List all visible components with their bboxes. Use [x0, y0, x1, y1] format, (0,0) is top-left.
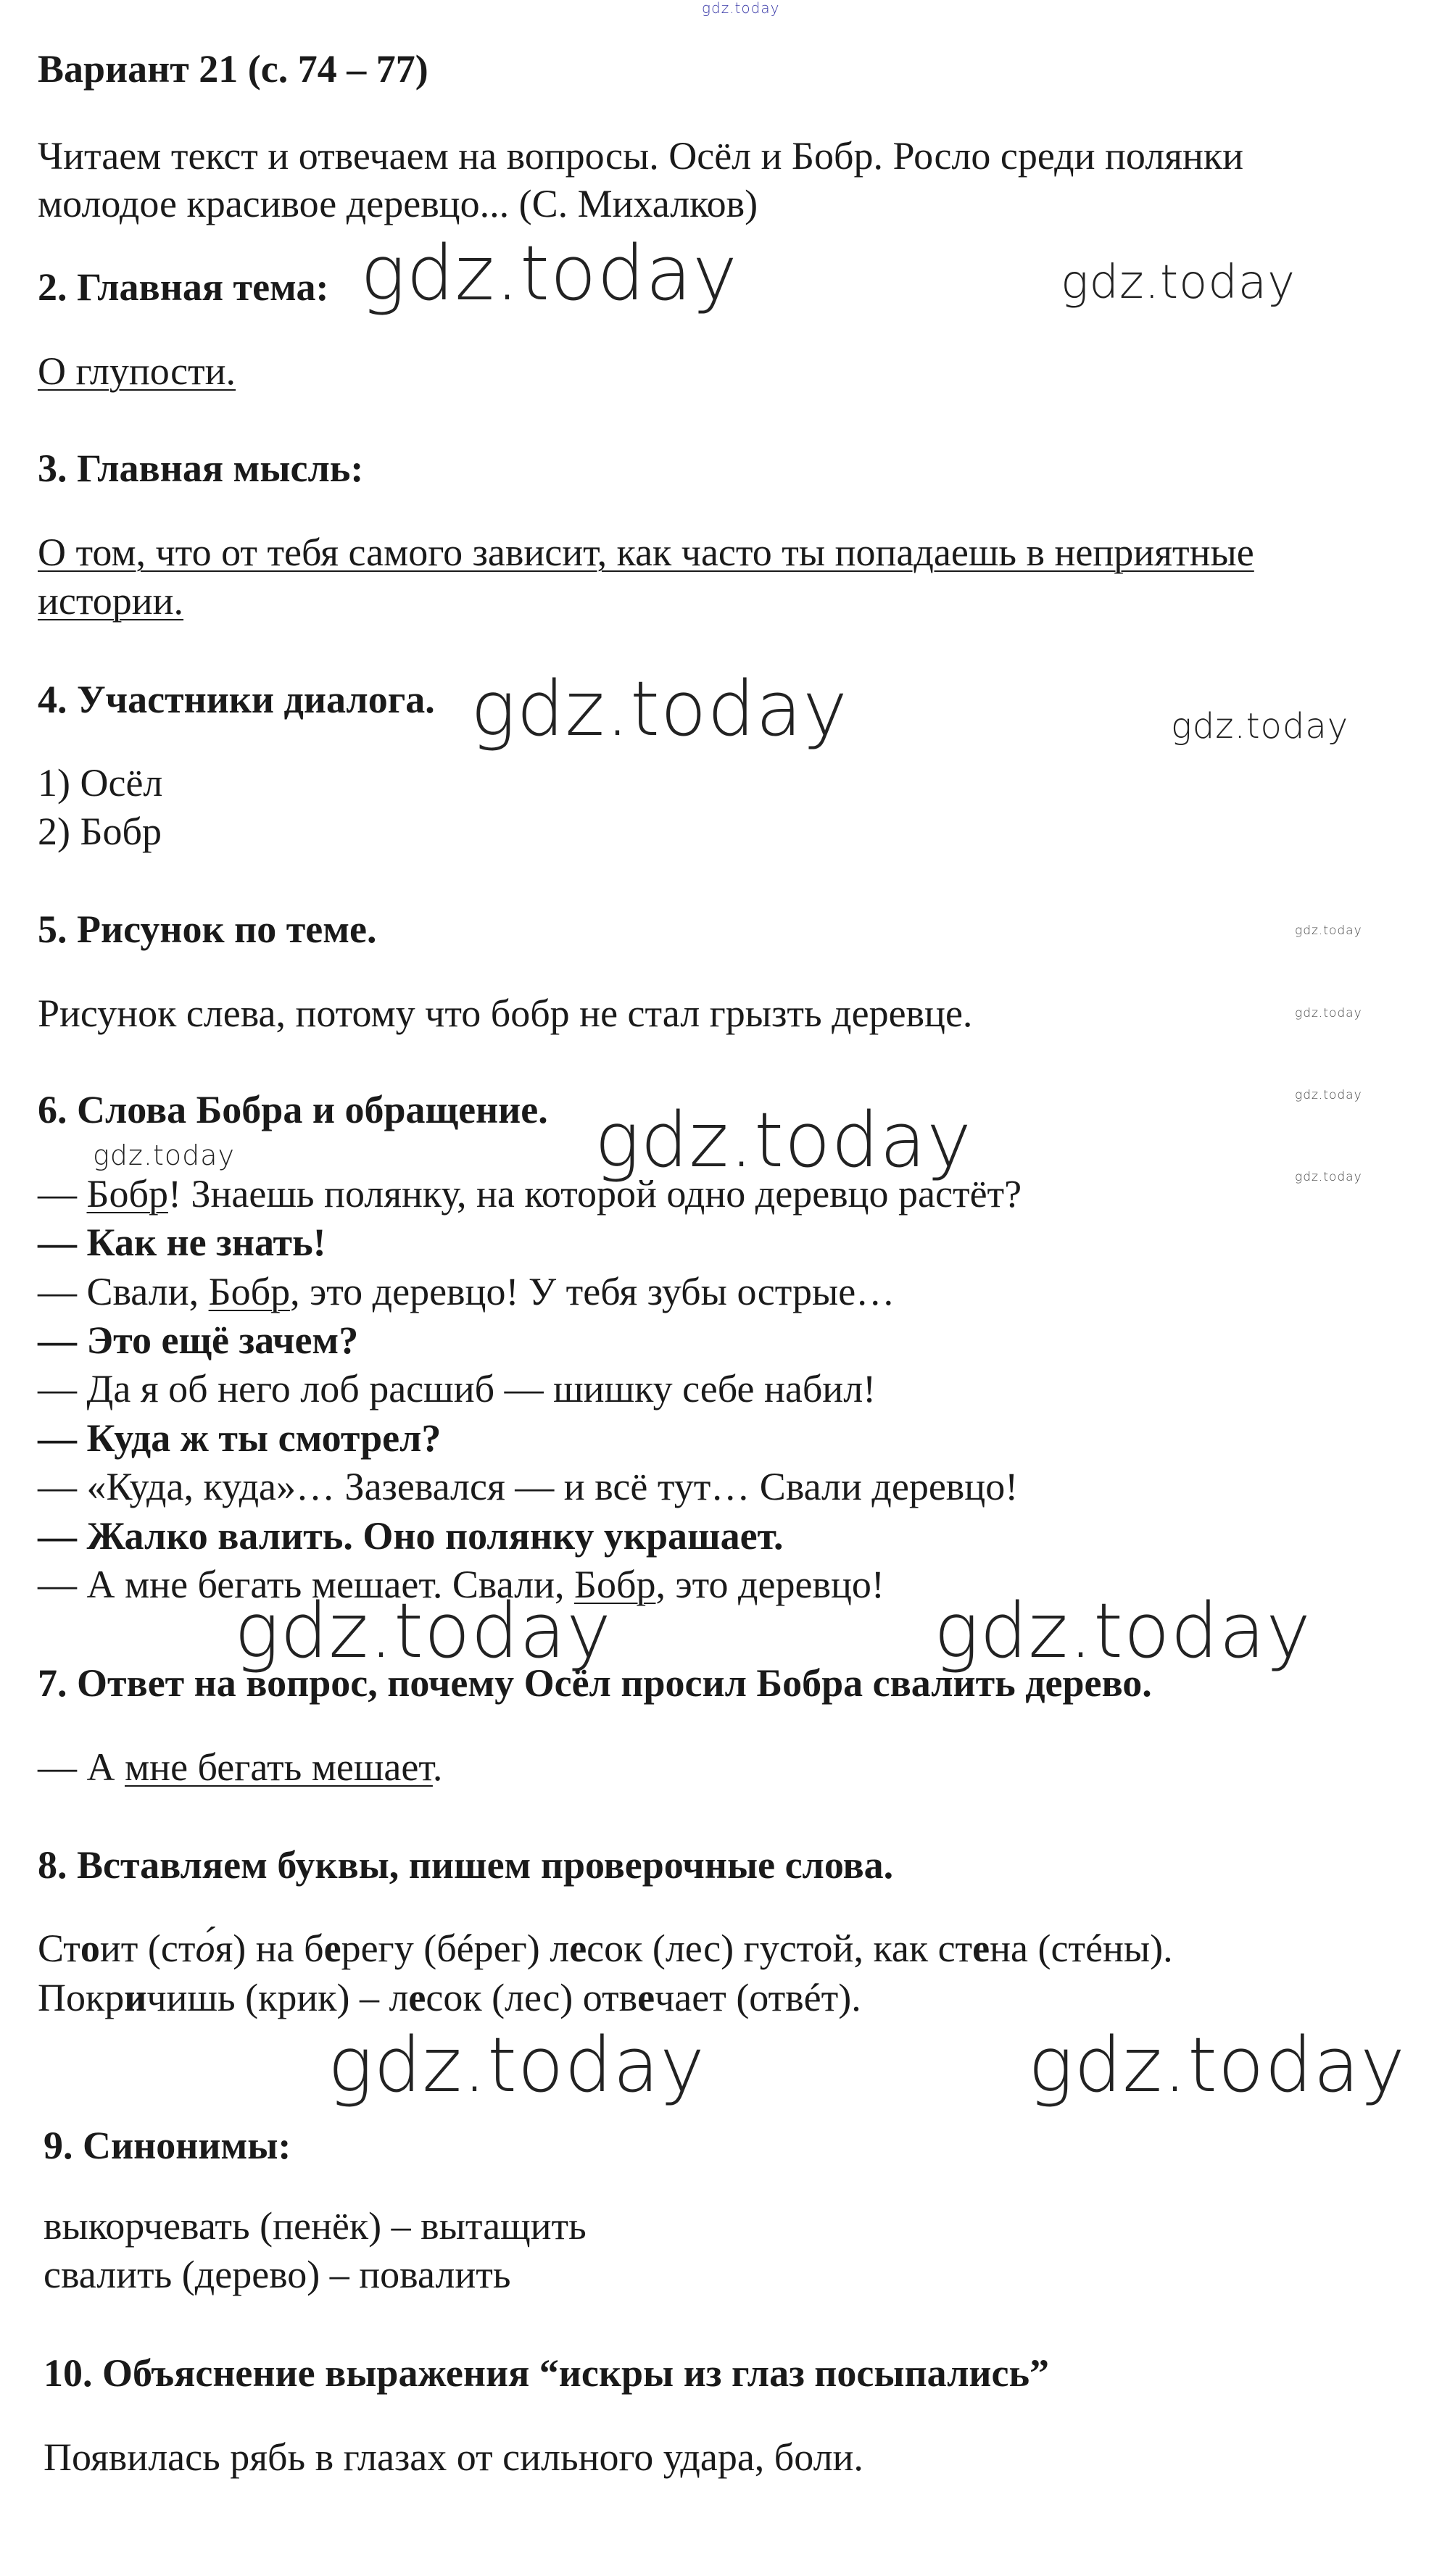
q8-line-1	[38, 1924, 1173, 1973]
address-word: Бобр	[86, 1172, 168, 1216]
q10-heading: 10. Объяснение выражения “искры из глаз посыпались”	[44, 2351, 1050, 2395]
q4-item-2: 2) Бобр	[38, 810, 162, 853]
text-segment: я) на б	[215, 1927, 324, 1970]
inserted-letter: е	[323, 1927, 341, 1970]
text-segment: сок (лес) густой, как ст	[587, 1927, 973, 1970]
watermark: gdz.today	[1171, 706, 1349, 747]
line-start: — А	[38, 1745, 125, 1789]
dialog-line-bold: — Куда ж ты смотрел?	[38, 1416, 442, 1460]
q8-heading: 8. Вставляем буквы, пишем проверочные слова.	[38, 1843, 894, 1887]
watermark: gdz.today	[360, 229, 738, 317]
inserted-letter: е	[569, 1927, 587, 1970]
q4-heading: 4. Участники диалога.	[38, 678, 435, 721]
inserted-letter: о	[80, 1927, 100, 1970]
line-rest: , это деревцо!	[655, 1563, 884, 1606]
line-rest: ! Знаешь полянку, на которой одно деревцо растёт?	[167, 1172, 1022, 1216]
q5-heading: 5. Рисунок по теме.	[38, 907, 377, 951]
q9-item-1: выкорчевать (пенёк) – вытащить	[44, 2204, 587, 2248]
dialog-line-bold: — Жалко валить. Оно полянку украшает.	[38, 1514, 784, 1558]
dialog-line-bold: — Это ещё зачем?	[38, 1318, 359, 1362]
watermark: gdz.today	[93, 1139, 235, 1171]
watermark: gdz.today	[1028, 2021, 1406, 2109]
watermark: gdz.today	[471, 665, 848, 753]
q4-item-1: 1) Осёл	[38, 761, 163, 805]
q9-item-2: свалить (дерево) – повалить	[44, 2253, 511, 2296]
dialog-line: — Да я об него лоб расшиб — шишку себе набил!	[38, 1367, 877, 1410]
inserted-letter: е	[972, 1927, 990, 1970]
q5-answer: Рисунок слева, потому что бобр не стал грызть деревце.	[38, 992, 973, 1035]
text-segment: чает (отвéт).	[655, 1976, 861, 2019]
line-rest: .	[432, 1745, 443, 1789]
watermark: gdz.today	[1061, 256, 1296, 309]
text-segment: ит (ст	[99, 1927, 196, 1970]
text-segment: на (стéны).	[990, 1927, 1173, 1970]
q7-answer	[38, 1742, 442, 1792]
q8-line-2	[38, 1973, 861, 2022]
address-word: Бобр	[208, 1270, 291, 1313]
text-segment: сок (лес) отв	[426, 1976, 638, 2019]
text-segment: Ст	[38, 1927, 80, 1970]
inserted-letter: е	[408, 1976, 426, 2019]
answer-underlined: мне бегать мешает	[125, 1745, 433, 1789]
inserted-letter: и	[124, 1976, 147, 2019]
q7-heading: 7. Ответ на вопрос, почему Осёл просил Бобра свалить дерево.	[38, 1661, 1152, 1705]
q3-answer-line-1: О том, что от тебя самого зависит, как часто ты попадаешь в неприятные	[38, 531, 1254, 574]
watermark: gdz.today	[1295, 1006, 1362, 1021]
watermark: gdz.today	[1295, 923, 1362, 938]
watermark: gdz.today	[1295, 1170, 1362, 1184]
watermark: gdz.today	[328, 2021, 705, 2109]
intro-line-1: Читаем текст и отвечаем на вопросы. Осёл и Бобр. Росло среди полянки	[38, 134, 1244, 178]
q3-heading: 3. Главная мысль:	[38, 446, 364, 490]
address-word: Бобр	[574, 1563, 656, 1606]
inserted-letter: е	[637, 1976, 655, 2019]
watermark: gdz.today	[594, 1096, 972, 1184]
line-rest: , это деревцо! У тебя зубы острые…	[290, 1270, 895, 1313]
q6-heading: 6. Слова Бобра и обращение.	[38, 1088, 548, 1131]
watermark: gdz.today	[234, 1587, 612, 1675]
watermark: gdz.today	[934, 1587, 1312, 1675]
dialog-line: — «Куда, куда»… Зазевался — и всё тут… Свали деревцо!	[38, 1465, 1019, 1508]
intro-line-2: молодое красивое деревцо... (С. Михалков)	[38, 182, 758, 225]
q3-answer-line-2: истории.	[38, 579, 184, 623]
q2-answer: О глупости.	[38, 349, 236, 393]
stressed-letter: о́	[195, 1927, 215, 1970]
dash: —	[38, 1172, 87, 1216]
q10-answer: Появилась рябь в глазах от сильного удара, боли.	[44, 2435, 863, 2479]
q2-heading: 2. Главная тема:	[38, 265, 329, 309]
dialog-line	[38, 1267, 895, 1316]
text-segment: Покр	[38, 1976, 125, 2019]
text-segment: чишь (крик) – л	[146, 1976, 409, 2019]
watermark-top: gdz.today	[702, 0, 780, 17]
dialog-line-bold: — Как не знать!	[38, 1221, 326, 1264]
q9-heading: 9. Синонимы:	[44, 2124, 291, 2167]
dialog-line	[38, 1169, 1022, 1218]
page-title: Вариант 21 (с. 74 – 77)	[38, 47, 428, 91]
line-start: — Свали,	[38, 1270, 209, 1313]
watermark: gdz.today	[1295, 1088, 1362, 1102]
text-segment: регу (бéрег) л	[341, 1927, 570, 1970]
line-start: — А мне бегать мешает. Свали,	[38, 1563, 574, 1606]
